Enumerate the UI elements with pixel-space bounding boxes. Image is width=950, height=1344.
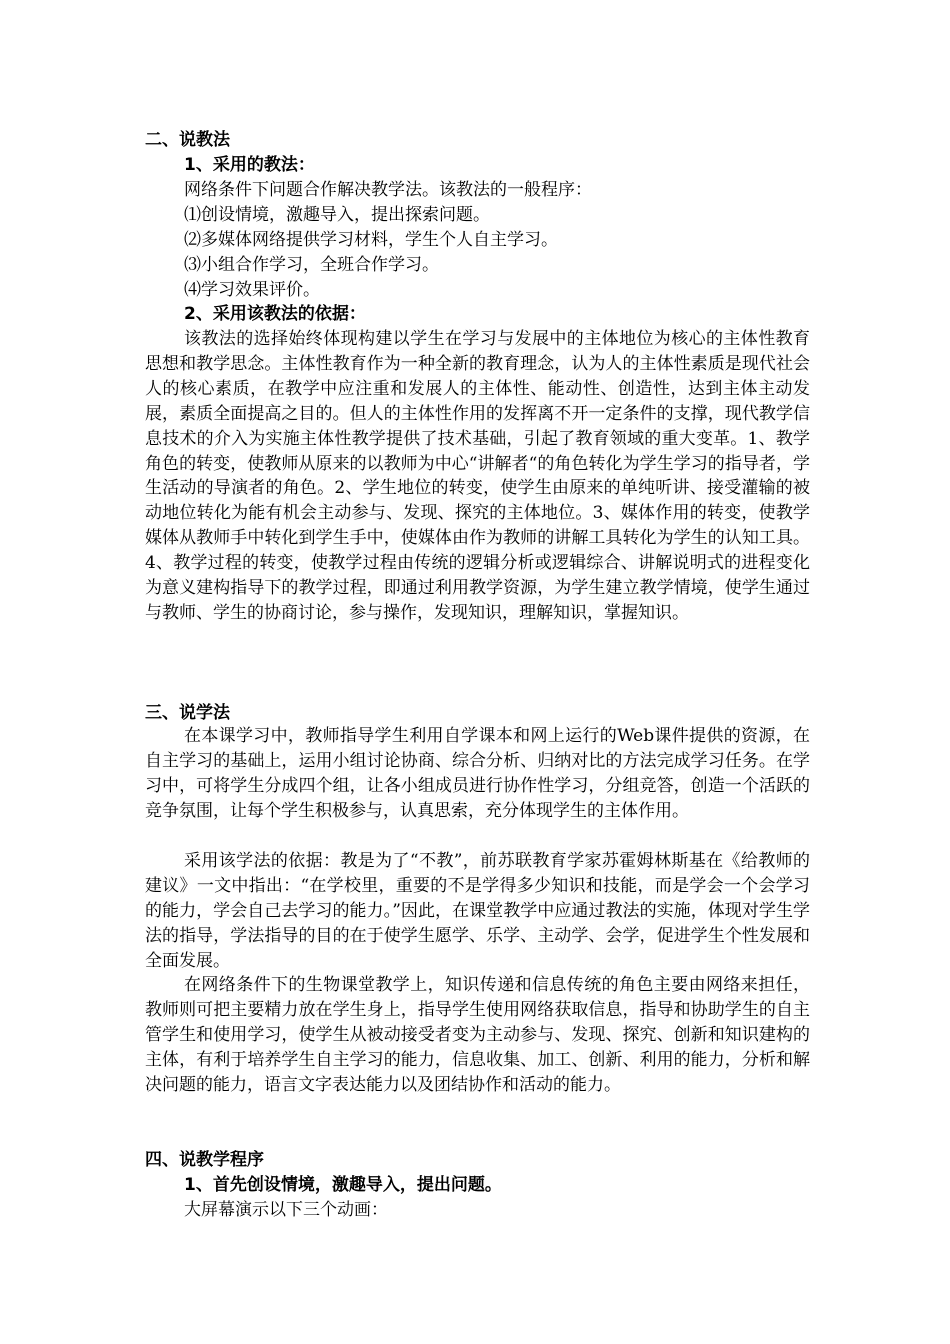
subheading-method-basis: 2、采用该教法的依据：	[184, 304, 366, 324]
method-step-2: ⑵多媒体网络提供学习材料，学生个人自主学习。	[184, 230, 558, 250]
section-heading-teaching-procedure: 四、说教学程序	[145, 1150, 264, 1170]
method-basis-paragraph: 该教法的选择始终体现构建以学生在学习与发展中的主体地位为核心的主体性教育思想和教学思念。主体性教育作为一种全新的教育理念，认为人的主体性素质是现代社会人的核心素质，在教学中应注重和发展人的主体性、能动性、创造性，达到主体主动发展，素质全面提高之目的。但人的主体性作用的发挥离不开一定条件的支撑，现代教学信息技术的介入为实施主体性教学提供了技术基础，引起了教育领域的重大变革。1、教学角色的转变，使教师从原来的以教师为中心“讲解者“的角色转化为学生学习的指导者，学生活动的导演者的角色。2、学生地位的转变，使学生由原来的单纯听讲、接受灌输的被动地位转化为能有机会主动参与、发现、探究的主体地位。3、媒体作用的转变，使教学媒体从教师手中转化到学生手中，使媒体由作为教师的讲解工具转化为学生的认知工具。4、教学过程的转变，使教学过程由传统的逻辑分析或逻辑综合、讲解说明式的进程变化为意义建构指导下的教学过程，即通过利用教学资源，为学生建立教学情境，使学生通过与教师、学生的协商讨论，参与操作，发现知识，理解知识，掌握知识。	[145, 329, 810, 623]
method-step-4: ⑷学习效果评价。	[184, 280, 320, 300]
learning-method-paragraph-1: 在本课学习中，教师指导学生利用自学课本和网上运行的Web课件提供的资源，在自主学习的基础上，运用小组讨论协商、综合分析、归纳对比的方法完成学习任务。在学习中，可将学生分成四个组，让各小组成员进行协作性学习，分组竞答，创造一个活跃的竞争氛围，让每个学生积极参与，认真思索，充分体现学生的主体作用。	[145, 726, 810, 821]
section-heading-learning-method: 三、说学法	[145, 703, 230, 723]
procedure-line-1: 大屏幕演示以下三个动画：	[184, 1200, 388, 1220]
subheading-method-used: 1、采用的教法：	[184, 155, 315, 175]
method-step-3: ⑶小组合作学习，全班合作学习。	[184, 255, 439, 275]
method-step-1: ⑴创设情境，激趣导入，提出探索问题。	[184, 205, 490, 225]
section-heading-teaching-method: 二、说教法	[145, 130, 230, 150]
learning-method-paragraph-3: 在网络条件下的生物课堂教学上，知识传递和信息传统的角色主要由网络来担任，教师则可把主要精力放在学生身上，指导学生使用网络获取信息，指导和协助学生的自主管学生和使用学习，使学生从被动接受者变为主动参与、发现、探究、创新和知识建构的主体，有利于培养学生自主学习的能力，信息收集、加工、创新、利用的能力，分析和解决问题的能力，语言文字表达能力以及团结协作和活动的能力。	[145, 975, 810, 1095]
method-intro: 网络条件下问题合作解决教学法。该教法的一般程序：	[184, 180, 592, 200]
subheading-procedure-step-1: 1、首先创设情境，激趣导入，提出问题。	[184, 1175, 502, 1195]
learning-method-paragraph-2: 采用该学法的依据：教是为了“不教”，前苏联教育学家苏霍姆林斯基在《给教师的建议》一文中指出：“在学校里，重要的不是学得多少知识和技能，而是学会一个会学习的能力，学会自己去学习的能力。”因此，在课堂教学中应通过教法的实施，体现对学生学法的指导，学法指导的目的在于使学生愿学、乐学、主动学、会学，促进学生个性发展和全面发展。	[145, 851, 810, 971]
